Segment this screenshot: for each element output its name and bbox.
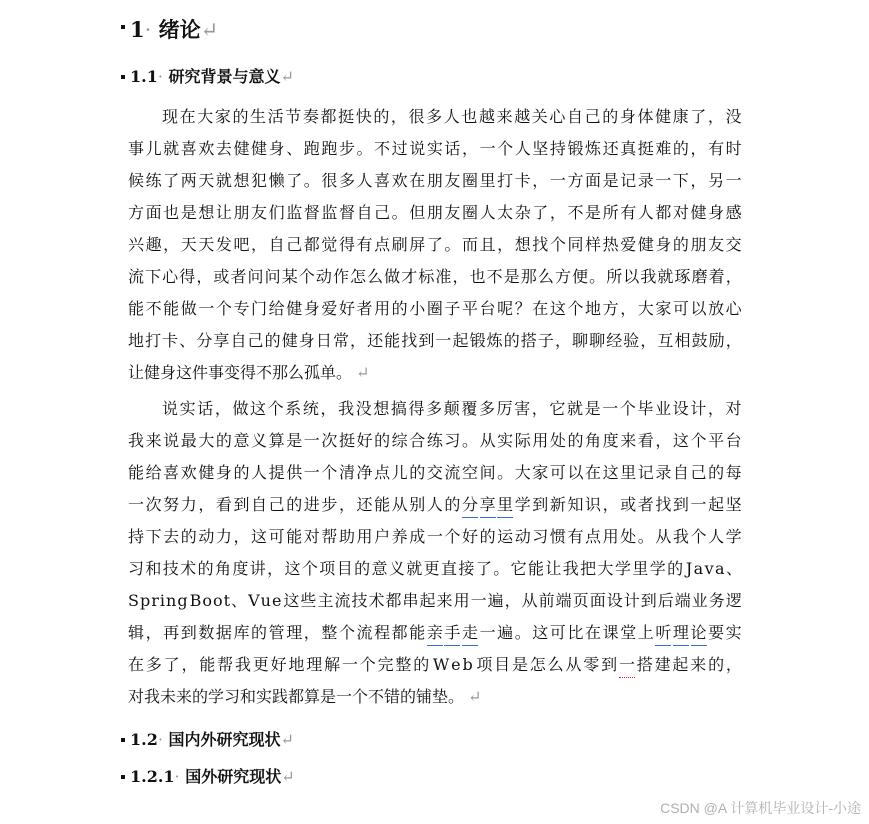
text-line: 事 儿 就 喜 欢 去 健 健 身 、 跑 跑 步 。 不 过 说 实 话 ， 一 个 人 坚 持 锻 炼 还 真 挺 难 的 ， 有 时 — [128, 139, 742, 158]
heading-bullet — [121, 738, 125, 742]
line-text: 对我未来的学习和实践都算是一个不错的铺垫。 — [128, 687, 465, 706]
grammar-underline: 论 — [691, 620, 707, 646]
heading-1-2-1-number: 1.2.1 — [130, 767, 175, 786]
paragraph-mark: ↵ — [468, 687, 482, 706]
text-line: 现 在 大 家 的 生 活 节 奏 都 挺 快 的 ， 很 多 人 也 越 来 越 关 心 自 己 的 身 体 健 康 了 ， 没 — [162, 107, 742, 126]
paragraph-mark: ↵ — [281, 767, 295, 786]
text-line: 我 来 说 最 大 的 意 义 算 是 一 次 挺 好 的 综 合 练 习 。 从 实 际 用 处 的 角 度 来 看 ， 这 个 平 台 — [128, 431, 742, 450]
paragraph-mark: ↵ — [200, 18, 219, 42]
text-line: 能 不 能 做 一 个 专 门 给 健 身 爱 好 者 用 的 小 圈 子 平 台 呢 ？ 在 这 个 地 方 ， 大 家 可 以 放 心 — [128, 299, 742, 318]
watermark: CSDN @A 计算机毕业设计-小途 — [660, 800, 861, 816]
text-line: 一 次 努 力 ， 看 到 自 己 的 进 步 ， 还 能 从 别 人 的 分 享 里 学 到 新 知 识 ， 或 者 找 到 一 起 坚 — [128, 492, 742, 518]
text-line — [128, 360, 742, 386]
text-line: 候 练 了 两 天 就 想 犯 懒 了 。 很 多 人 喜 欢 在 朋 友 圈 里 打 卡 ， 一 方 面 是 记 录 一 下 ， 另 一 — [128, 171, 742, 190]
heading-bullet — [121, 25, 125, 29]
heading-1-1-number: 1.1 — [130, 67, 158, 86]
text-line: 方 面 也 是 想 让 朋 友 们 监 督 监 督 自 己 。 但 朋 友 圈 人 太 杂 了 ， 不 是 所 有 人 都 对 健 身 感 — [128, 203, 742, 222]
text-line: 习 和 技 术 的 角 度 讲 ， 这 个 项 目 的 意 义 就 更 直 接 了 。 它 能 让 我 把 大 学 里 学 的 J a v a 、 — [128, 559, 742, 578]
heading-1-2-1: 1.2.1· 国外研究现状↵ — [130, 767, 295, 786]
heading-1-1: 1.1· 研究背景与意义↵ — [130, 67, 294, 86]
heading-1-title: 绪论 — [158, 17, 201, 42]
text-line: 在 多 了 ， 能 帮 我 更 好 地 理 解 一 个 完 整 的 W e b 项 目 是 怎 么 从 零 到 一 搭 建 起 来 的 ， — [128, 652, 742, 678]
text-line: 持 下 去 的 动 力 ， 这 可 能 对 帮 助 用 户 养 成 一 个 好 的 运 动 习 惯 有 点 用 处 。 从 我 个 人 学 — [128, 527, 742, 546]
heading-1-2-title: 国内外研究现状 — [168, 730, 281, 749]
text-line: S p r i n g B o o t 、 V u e 这 些 主 流 技 术 都 串 起 来 用 一 遍 ， 从 前 端 页 面 设 计 到 后 端 业 务 逻 — [128, 591, 742, 610]
paragraph-mark: ↵ — [280, 67, 294, 86]
heading-bullet — [121, 775, 125, 779]
heading-1: 1· 绪论↵ — [130, 17, 219, 42]
grammar-underline: 分 — [462, 492, 478, 518]
text-line: 辑 ， 再 到 数 据 库 的 管 理 ， 整 个 流 程 都 能 亲 手 走 一 遍 。 这 可 比 在 课 堂 上 听 理 论 要 实 — [128, 620, 742, 646]
text-line: 流 下 心 得 ， 或 者 问 问 某 个 动 作 怎 么 做 才 标 准 ， 也 不 是 那 么 方 便 。 所 以 我 就 琢 磨 着 ， — [128, 267, 742, 286]
grammar-underline: 里 — [497, 492, 513, 518]
heading-1-1-title: 研究背景与意义 — [168, 67, 281, 86]
grammar-underline: 听 — [655, 620, 671, 646]
text-line: 兴 趣 ， 天 天 发 吧 ， 自 己 都 觉 得 有 点 刷 屏 了 。 而 且 ， 想 找 个 同 样 热 爱 健 身 的 朋 友 交 — [128, 235, 742, 254]
heading-bullet — [121, 75, 125, 79]
text-line: 地 打 卡 、 分 享 自 己 的 健 身 日 常 ， 还 能 找 到 一 起 锻 炼 的 搭 子 ， 聊 聊 经 验 ， 互 相 鼓 励 ， — [128, 331, 742, 350]
spelling-underline: 一 — [619, 652, 635, 678]
heading-1-2-1-title: 国外研究现状 — [185, 767, 282, 786]
heading-1-2-number: 1.2 — [130, 730, 158, 749]
grammar-underline: 亲 — [427, 620, 443, 646]
grammar-underline: 理 — [673, 620, 689, 646]
text-line: 说 实 话 ， 做 这 个 系 统 ， 我 没 想 搞 得 多 颠 覆 多 厉 害 ， 它 就 是 一 个 毕 业 设 计 ， 对 — [162, 399, 742, 418]
line-text: 让健身这件事变得不那么孤单。 — [128, 363, 353, 382]
text-line: 能 给 喜 欢 健 身 的 人 提 供 一 个 清 净 点 儿 的 交 流 空 间 。 大 家 可 以 在 这 里 记 录 自 己 的 每 — [128, 463, 742, 482]
heading-1-number: 1 — [130, 17, 145, 42]
paragraph-mark: ↵ — [356, 363, 370, 382]
heading-1-2: 1.2· 国内外研究现状↵ — [130, 730, 294, 749]
grammar-underline: 手 — [444, 620, 460, 646]
paragraph-mark: ↵ — [280, 730, 294, 749]
grammar-underline: 走 — [462, 620, 478, 646]
grammar-underline: 享 — [480, 492, 496, 518]
text-line — [128, 684, 742, 710]
